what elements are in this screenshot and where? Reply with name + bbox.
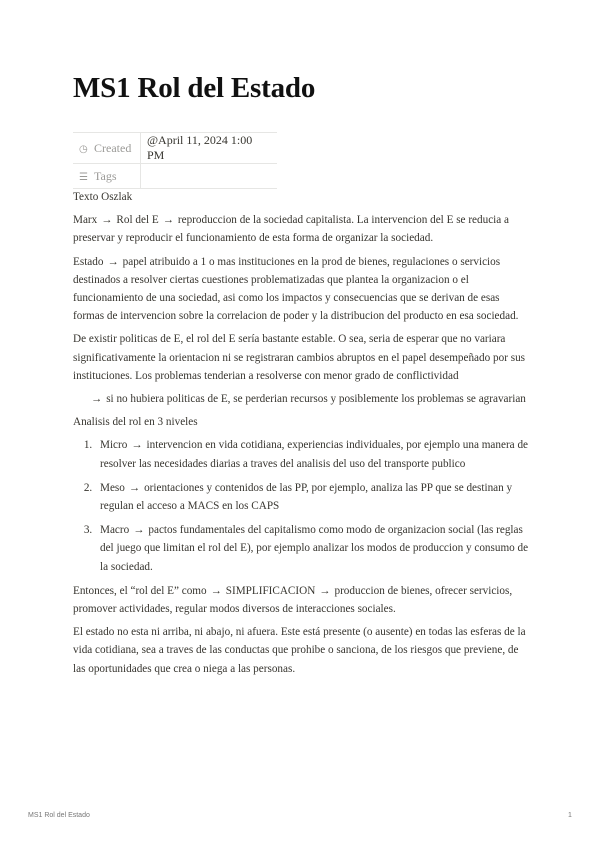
list-text: orientaciones y contenidos de las PP, por ejemplo, analiza las PP que se destinan y regulan el acceso a MACS en los CAPS	[100, 481, 513, 513]
text-span: Marx	[73, 214, 98, 227]
paragraph	[73, 211, 533, 247]
list-item	[95, 521, 533, 576]
text-span: si no hubiera politicas de E, se perderian recursos y posiblemente los problemas se agravarian	[106, 393, 526, 406]
page-title: MS1 Rol del Estado	[73, 72, 316, 104]
properties-table	[73, 132, 277, 189]
property-created	[73, 133, 277, 164]
arrow-icon: →	[210, 584, 222, 597]
arrow-icon: →	[133, 524, 145, 537]
text-span: Rol del E	[116, 214, 159, 227]
list-item	[95, 479, 533, 515]
list-text: intervencion en vida cotidiana, experiencias individuales, por ejemplo una manera de resolver las necesidades diarias a traves del analisis del uso del transporte publico	[100, 439, 529, 470]
property-tags-label: Tags	[94, 168, 117, 183]
paragraph: Texto Oszlak	[73, 191, 133, 203]
property-tags-value[interactable]	[141, 164, 278, 189]
paragraph	[73, 253, 533, 326]
clock-icon: ◷	[79, 143, 88, 155]
footer-title: MS1 Rol del Estado	[28, 812, 90, 819]
list-item	[95, 436, 533, 472]
list-text: pactos fundamentales del capitalismo como modo de organizacion social (las reglas del juego que limitan el rol del E), por ejemplo analizar los modos de produccion y consumo de la sociedad.	[100, 524, 529, 573]
text-span: papel atribuido a 1 o mas instituciones en la prod de bienes, regulaciones o servicios destinados a resolver ciertas cuestiones problematizadas que plantea la organizacion o el funcionamiento de una sociedad, asi como los impactos y consecuencias que se derivan de esas formas de intervencion sobre la correlacion de poder y la distribucion del producto en esa sociedad.	[73, 255, 519, 323]
text-span: SIMPLIFICACION	[225, 584, 316, 597]
arrow-icon: →	[319, 584, 331, 597]
paragraph: El estado no esta ni arriba, ni abajo, ni afuera. Este está presente (o ausente) en todas las esferas de la vida cotidiana, sea a traves de las conductas que prohibe o sanciona, de los riesgos que previene, de las oportunidades que crea o niega a las personas.	[73, 626, 526, 675]
arrow-icon: →	[128, 481, 141, 494]
list-term: Meso	[100, 481, 125, 494]
text-span: produccion de bienes, ofrecer servicios, promover actividades, regular modos diversos de interacciones sociales.	[73, 584, 513, 616]
arrow-icon: →	[91, 393, 103, 406]
paragraph-indented	[91, 390, 533, 408]
arrow-icon: →	[107, 255, 119, 268]
property-created-value[interactable]: @April 11, 2024 1:00 PM	[141, 133, 278, 164]
numbered-list	[73, 436, 533, 575]
text-span: Estado	[73, 255, 104, 268]
arrow-icon: →	[162, 214, 174, 227]
paragraph: De existir politicas de E, el rol del E sería bastante estable. O sea, seria de esperar que no variara significativamente la orientacion ni se registraran cambios abruptos en el papel desempeñado por sus instituciones. Los problemas tenderian a resolverse con menor grado de conflictividad	[73, 333, 526, 382]
text-span: Entonces, el “rol del E” como	[73, 584, 207, 597]
list-term: Macro	[100, 524, 130, 537]
text-span: reproduccion de la sociedad capitalista. La intervencion del E se reducia a preservar y reproducir el funcionamiento de esta forma de organizar la sociedad.	[73, 214, 509, 245]
paragraph	[73, 582, 533, 618]
property-tags-key	[73, 164, 141, 189]
list-term: Micro	[100, 439, 128, 452]
property-created-label: Created	[94, 140, 132, 155]
arrow-icon: →	[101, 214, 113, 227]
property-tags	[73, 164, 277, 189]
arrow-icon: →	[131, 439, 143, 452]
list-icon: ☰	[79, 171, 88, 183]
document-body	[73, 188, 533, 683]
footer-page-number: 1	[568, 812, 572, 819]
property-created-key	[73, 133, 141, 164]
paragraph: Analisis del rol en 3 niveles	[73, 416, 198, 429]
